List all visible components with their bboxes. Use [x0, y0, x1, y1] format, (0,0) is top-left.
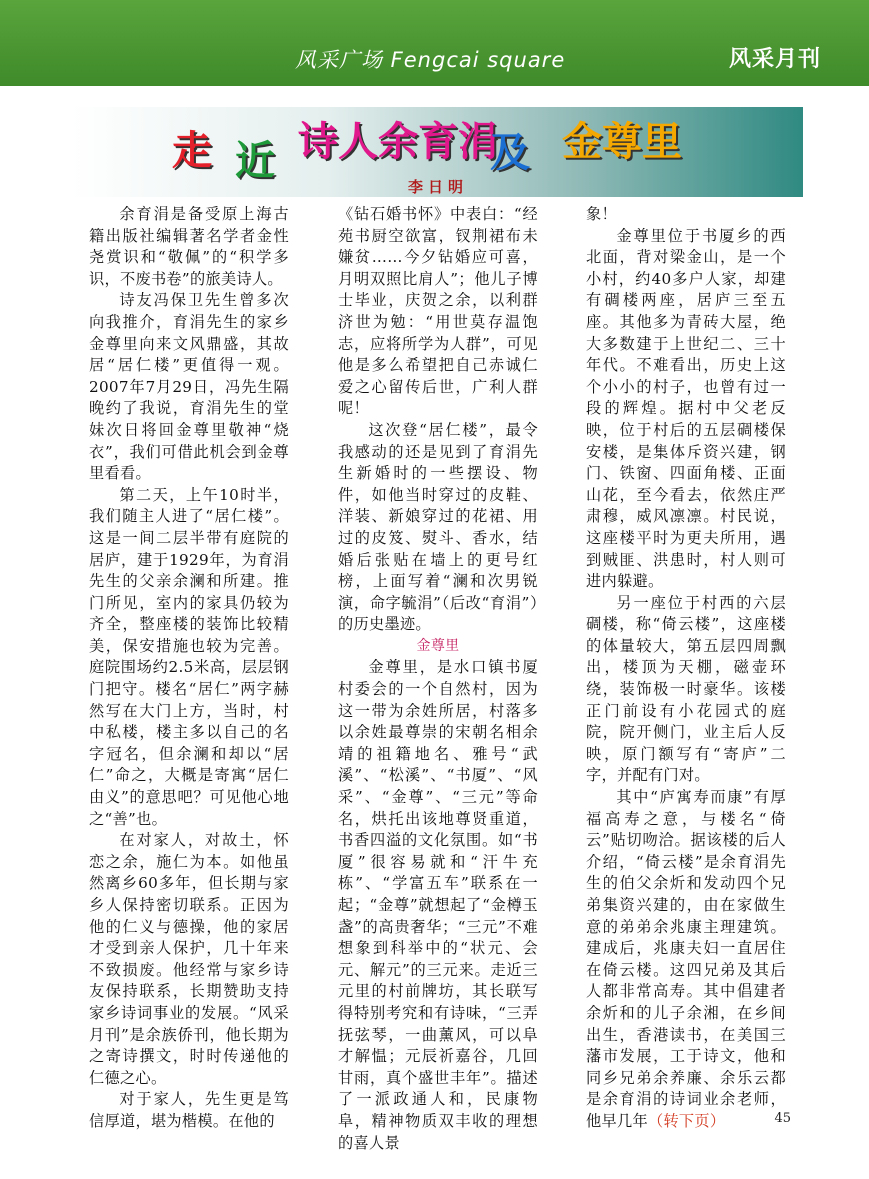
paragraph: 第二天，上午10时半，我们随主人进了“居仁楼”。这是一间二层半带有庭院的居庐，建于1929年，为育涓先生的父亲余澜和所建。推门所见，室内的家具仍较为齐全，整座楼的装饰比较精美，保安措施也较为完善。庭院围场约2.5米高，层层钢门把守。楼名“居仁”两字赫然写在大门上方，当时，村中私楼，楼主多以自己的名字冠名，但余澜和却以“居仁”命之，大概是寄寓“居仁由义”的意思吧？可见他心地之“善”也。	[89, 485, 289, 828]
title-place-name: 金尊里	[562, 119, 682, 165]
paragraph: 余育涓是备受原上海古籍出版社编辑著名学者金性尧赏识和“敬佩”的“积学多识，不废书卷”的旅美诗人。	[89, 205, 289, 288]
paragraph-continued: 《钻石婚书怀》中表白：“经苑书厨空欲富，钗荆裙布未嫌贫……今夕钻婚应可喜，月明双照比肩人”；他儿子博士毕业，庆贺之余，以利群济世为勉：“用世莫存温饱志，应将所学为人群”，可见他是多么希望把自己赤诚仁爱之心留传后世，广利人群呢！	[338, 205, 538, 418]
magazine-title: 风采月刊	[728, 47, 821, 72]
continued-next-page: （转下页）	[647, 1111, 726, 1130]
paragraph-text: 其中“庐寓寿而康”有厚福高寿之意，与楼名“倚云”贴切吻洽。据该楼的后人介绍，“倚云楼”是余育涓先生的伯父余炘和发动四个兄弟集资兴建的，由在家做生意的弟弟余兆康主理建筑。建成后，兆康夫妇一直居住在倚云楼。这四兄弟及其后人都非常高寿。其中倡建者余炘和的儿子余湘，在乡间出生，香港读书，在美国三藩市发展，工于诗文，他和同乡兄弟余养廉、余乐云都是余育涓的诗词业余老师，他早几年	[586, 788, 786, 1130]
paragraph: 在对家人，对故土，怀恋之余，施仁为本。如他虽然离乡60多年，但长期与家乡人保持密切联系。正因为他的仁义与德操，他的家居才受到亲人保护，几十年来不致损废。他经常与家乡诗友保持联系，长期赞助支持家乡诗词事业的发展。“风采月刊”是余族侨刊，他长期为之寄诗撰文，时时传递他的仁德之心。	[89, 831, 289, 1087]
paragraph: 金尊里位于书厦乡的西北面，背对梁金山，是一个小村，约40多户人家，却建有碉楼两座，居庐三至五座。其他多为青砖大屋，绝大多数建于上世纪二、三十年代。不难看出，历史上这个小小的村子，也曾有过一段的辉煌。据村中父老反映，位于村后的五层碉楼保安楼，是集体斥资兴建，钢门、铁窗、四面角楼、正面山花，至今看去，依然庄严肃穆，威风凛凛。村民说，这座楼平时为更夫所用，遇到贼匪、洪患时，村人则可进内躲避。	[586, 226, 786, 591]
header-bar	[0, 0, 869, 86]
article-author: 李日明	[408, 178, 469, 196]
section-title: 风采广场 Fengcai square	[295, 48, 566, 72]
section-subheading: 金尊里	[416, 637, 460, 654]
article-column-3	[586, 204, 786, 1133]
paragraph: 金尊里，是水口镇书厦村委会的一个自然村，因为这一带为余姓所居，村落多以余姓最尊崇的宋朝名相余靖的祖籍地名、雅号“武溪”、“松溪”、“书厦”、“风采”、“金尊”、“三元”等命名，烘托出该地尊贤重道，书香四溢的文化氛围。如“书厦”很容易就和“汗牛充栋”、“学富五车”联系在一起；“金尊”就想起了“金樽玉盏”的高贵奢华；“三元”不难想象到科举中的“状元、会元、解元”的三元来。走近三元里的村前牌坊，其长联写得特别考究和有诗味，“三弄抚弦琴，一曲薰风，可以阜才解愠；元辰祈嘉谷，几回甘雨，真个盛世丰年”。描述了一派政通人和，民康物阜，精神物质双丰收的理想的喜人景	[338, 658, 538, 1152]
title-poet-name: 诗人余育涓	[298, 119, 498, 165]
article-column-2	[338, 204, 538, 1154]
paragraph: 诗友冯保卫先生曾多次向我推介，育涓先生的家乡金尊里向来文风鼎盛，其故居“居仁楼”更值得一观。2007年7月29日，冯先生隔晚约了我说，育涓先生的堂妹次日将回金尊里敬神“烧衣”，我们可借此机会到金尊里看看。	[89, 291, 289, 483]
title-word-jin: 近	[235, 138, 275, 184]
paragraph: 对于家人，先生更是笃信厚道，堪为楷模。在他的	[89, 1090, 289, 1130]
paragraph: 这次登“居仁楼”，最令我感动的还是见到了育涓先生新婚时的一些摆设、物件，如他当时穿过的皮鞋、洋装、新娘穿过的花裙、用过的皮笈、熨斗、香水，结婚后张贴在墙上的更号红榜，上面写着“澜和次男锐演，命字毓涓”（后改“育涓”）的历史墨迹。	[338, 420, 538, 634]
article-column-1	[89, 204, 289, 1133]
title-word-zou: 走	[172, 128, 212, 174]
paragraph-continued: 象！	[586, 205, 617, 223]
title-word-ji: 及	[490, 130, 530, 176]
paragraph	[586, 787, 786, 1133]
page-number: 45	[774, 1111, 791, 1126]
paragraph: 另一座位于村西的六层碉楼，称“倚云楼”，这座楼的体量较大，第五层四周飘出，楼顶为天棚，磁壶环绕，装饰极一时豪华。该楼正门前设有小花园式的庭院，院开侧门，业主后人反映，原门额写有“寄庐”二字，并配有门对。	[586, 593, 786, 785]
